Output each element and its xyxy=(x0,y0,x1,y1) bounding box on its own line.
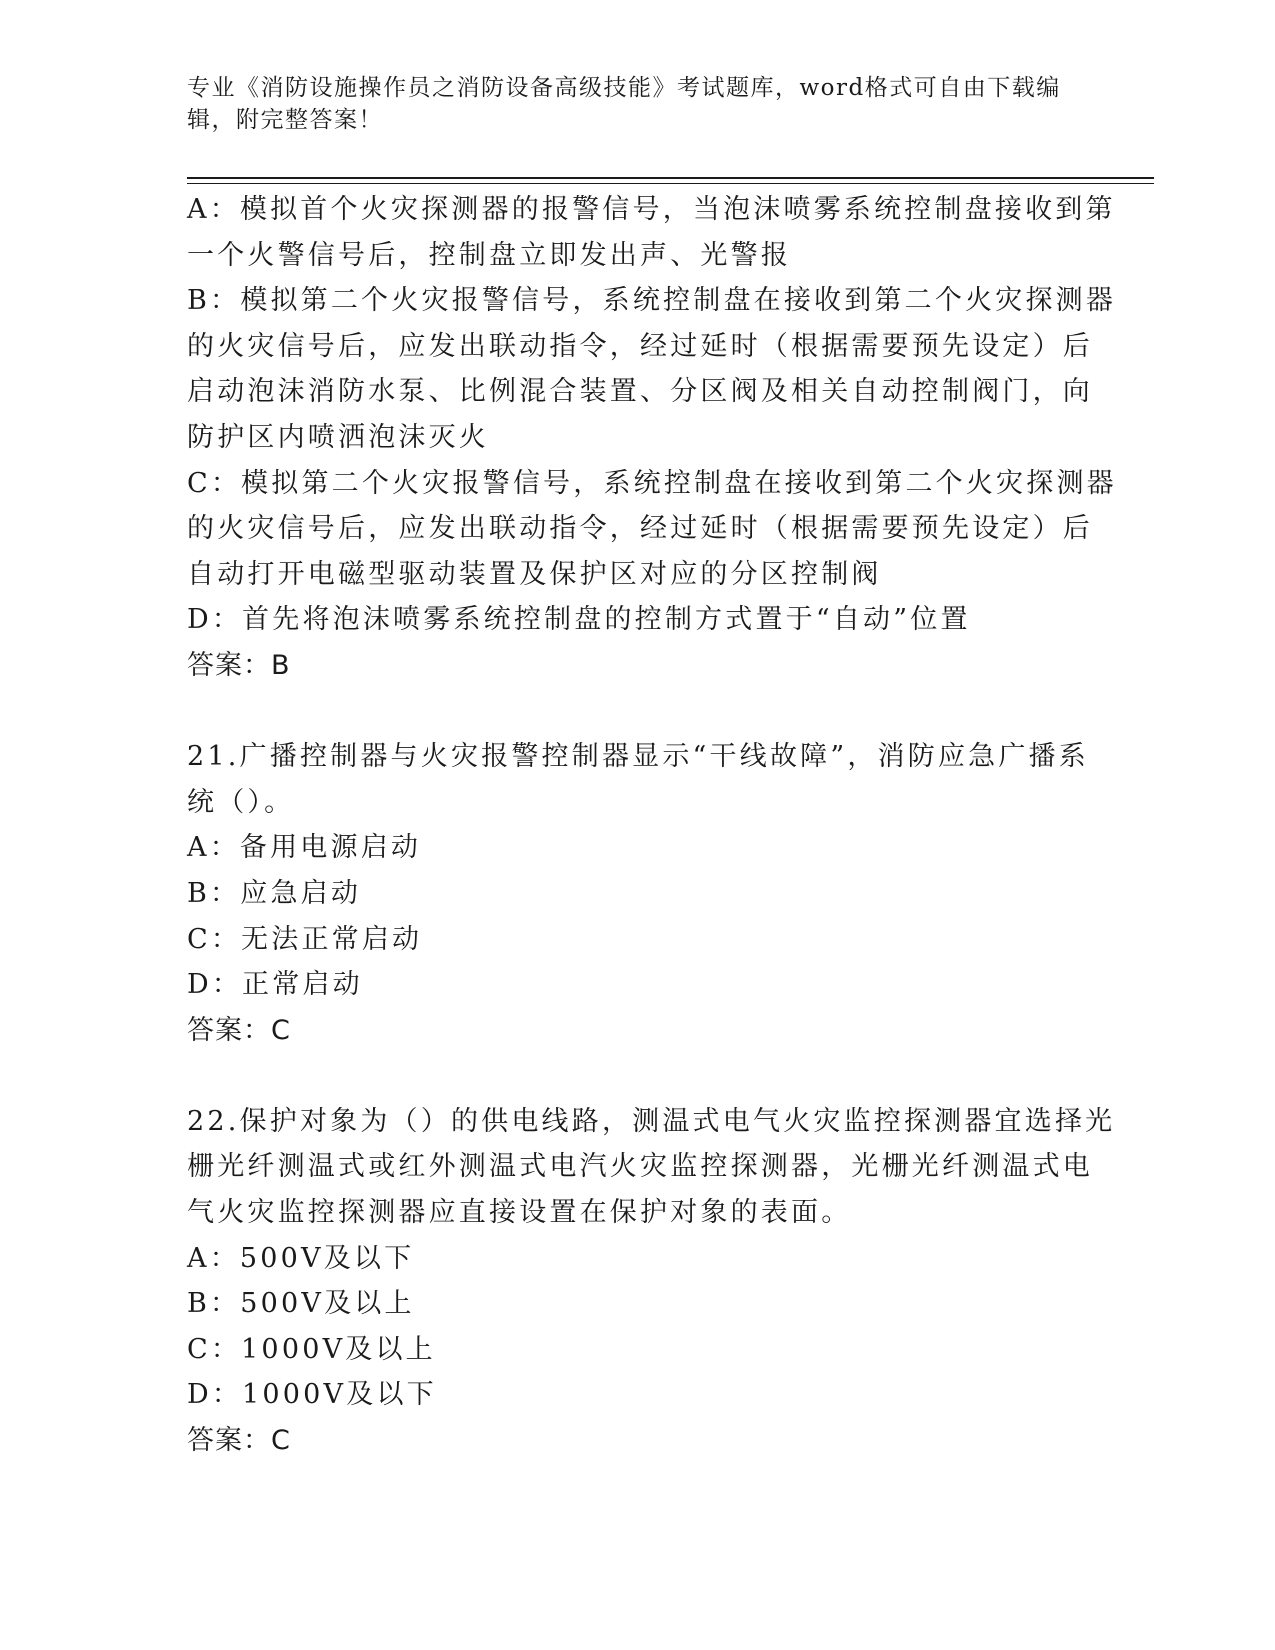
option-text-line: A：模拟首个火灾探测器的报警信号，当泡沫喷雾系统控制盘接收到第 xyxy=(187,194,1116,225)
option-text-line: 的火灾信号后，应发出联动指令，经过延时（根据需要预先设定）后 xyxy=(187,330,1093,362)
header-divider-thin xyxy=(187,183,1154,184)
question-text-line: 22.保护对象为（）的供电线路，测温式电气火灾监控探测器宜选择光 xyxy=(187,1105,1116,1137)
header-line: 专业《消防设施操作员之消防设备高级技能》考试题库，word格式可自由下载编 xyxy=(187,75,1061,101)
option-text-line: B：模拟第二个火灾报警信号，系统控制盘在接收到第二个火灾探测器 xyxy=(187,285,1117,317)
option-b: B：500V及以上 xyxy=(187,1288,415,1320)
option-text-line: C：模拟第二个火灾报警信号，系统控制盘在接收到第二个火灾探测器 xyxy=(187,467,1117,499)
option-text-line: 一个火警信号后，控制盘立即发出声、光警报 xyxy=(187,239,791,271)
option-text-line: 启动泡沫消防水泵、比例混合装置、分区阀及相关自动控制阀门，向 xyxy=(187,376,1093,408)
question-text-line: 气火灾监控探测器应直接设置在保护对象的表面。 xyxy=(187,1197,852,1229)
option-b: B：应急启动 xyxy=(187,877,362,909)
question-20-tail xyxy=(187,187,1117,689)
document-header xyxy=(187,72,1067,136)
option-a: A：500V及以下 xyxy=(187,1242,415,1274)
header-line: 辑，附完整答案！ xyxy=(187,107,383,133)
option-text-line: 自动打开电磁型驱动装置及保护区对应的分区控制阀 xyxy=(187,558,882,590)
answer-label: 答案：B xyxy=(187,649,291,681)
answer-label: 答案：C xyxy=(187,1425,291,1457)
option-d: D：首先将泡沫喷雾系统控制盘的控制方式置于“自动”位置 xyxy=(187,604,971,636)
question-text-line: 栅光纤测温式或红外测温式电汽火灾监控探测器，光栅光纤测温式电 xyxy=(187,1151,1093,1183)
question-text-line: 21.广播控制器与火灾报警控制器显示“干线故障”，消防应急广播系 xyxy=(187,741,1089,773)
header-divider-thick xyxy=(187,177,1154,179)
option-a xyxy=(187,187,1116,278)
question-spacer xyxy=(187,689,1077,735)
question-spacer xyxy=(187,1053,1077,1099)
option-c: C：无法正常启动 xyxy=(187,923,423,955)
question-21 xyxy=(187,734,1089,1053)
option-d: D：正常启动 xyxy=(187,969,363,1001)
question-text-line: 统（）。 xyxy=(187,786,295,818)
option-c: C：1000V及以上 xyxy=(187,1333,436,1365)
answer-label: 答案：C xyxy=(187,1014,291,1046)
option-text-line: 防护区内喷洒泡沫灭火 xyxy=(187,421,489,453)
document-body xyxy=(187,187,1117,1464)
option-b xyxy=(187,278,1117,460)
option-text-line: 的火灾信号后，应发出联动指令，经过延时（根据需要预先设定）后 xyxy=(187,513,1093,545)
option-d: D：1000V及以下 xyxy=(187,1379,437,1411)
option-c xyxy=(187,461,1117,598)
option-a: A：备用电源启动 xyxy=(187,832,422,864)
question-22 xyxy=(187,1099,1116,1464)
